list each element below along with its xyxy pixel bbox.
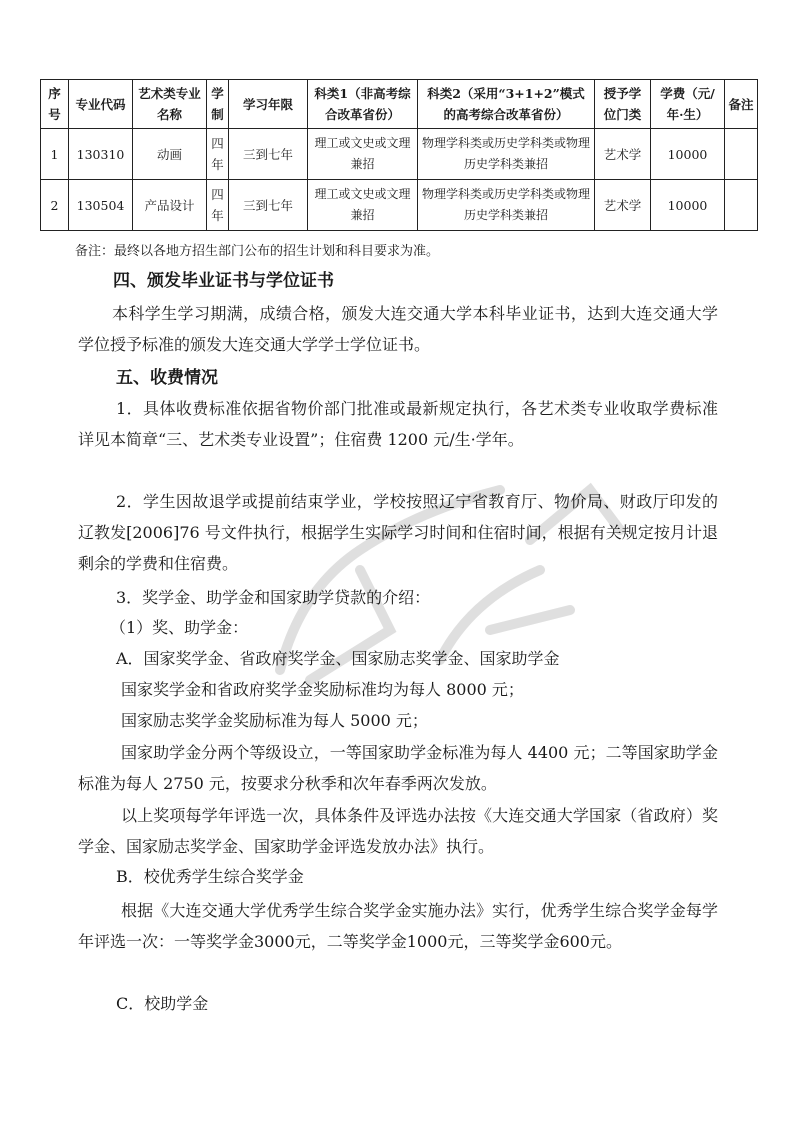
cell-study-years: 三到七年: [229, 180, 308, 231]
majors-table: [40, 79, 758, 231]
cell-category1: 理工或文史或文理兼招: [308, 180, 418, 231]
cell-category1: 理工或文史或文理兼招: [308, 129, 418, 180]
col-header-major: 艺术类专业名称: [133, 80, 207, 129]
item-c-heading: C．校助学金: [116, 994, 209, 1013]
item-b-heading: B．校优秀学生综合奖学金: [116, 867, 304, 886]
scholarship-subheading: （1）奖、助学金：: [110, 618, 249, 637]
cell-category2: 物理学科类或历史学科类或物理历史学科类兼招: [418, 180, 595, 231]
cell-index: 2: [41, 180, 69, 231]
cell-remarks: [725, 180, 758, 231]
fee-paragraph-3: 3．奖学金、助学金和国家助学贷款的介绍：: [116, 588, 431, 607]
col-header-remarks: 备注: [725, 80, 758, 129]
table-note: 备注：最终以各地方招生部门公布的招生计划和科目要求为准。: [75, 244, 440, 259]
col-header-code: 专业代码: [69, 80, 133, 129]
item-a-line-1: 国家奖学金和省政府奖学金奖励标准均为每人 8000 元；: [121, 680, 524, 699]
section5-heading: 五、收费情况: [116, 368, 218, 388]
cell-code: 130310: [69, 129, 133, 180]
cell-degree: 艺术学: [595, 129, 651, 180]
fee-paragraph-2: 2．学生因故退学或提前结束学业，学校按照辽宁省教育厅、物价局、财政厅印发的辽教发[2006]76 号文件执行，根据学生实际学习时间和住宿时间，根据有关规定按月计退剩余的学费和住宿费。: [78, 492, 718, 573]
col-header-category2: 科类2（采用“3+1+2”模式的高考综合改革省份）: [418, 80, 595, 129]
cell-code: 130504: [69, 180, 133, 231]
cell-study-years: 三到七年: [229, 129, 308, 180]
cell-tuition: 10000: [651, 129, 725, 180]
col-header-study-years: 学习年限: [229, 80, 308, 129]
cell-degree: 艺术学: [595, 180, 651, 231]
col-header-duration: 学制: [207, 80, 229, 129]
cell-major: 动画: [133, 129, 207, 180]
col-header-degree: 授予学位门类: [595, 80, 651, 129]
cell-tuition: 10000: [651, 180, 725, 231]
item-a-line-3: 国家助学金分两个等级设立，一等国家助学金标准为每人 4400 元；二等国家助学金标准为每人 2750 元，按要求分秋季和次年春季两次发放。: [78, 743, 718, 793]
cell-major: 产品设计: [133, 180, 207, 231]
table-row: [41, 180, 758, 231]
col-header-index: 序号: [41, 80, 69, 129]
table-header-row: [41, 80, 758, 129]
fee-paragraph-1: 1．具体收费标准依据省物价部门批准或最新规定执行，各艺术类专业收取学费标准详见本简章“三、艺术类专业设置”；住宿费 1200 元/生·学年。: [78, 399, 718, 449]
item-a-line-4: 以上奖项每学年评选一次，具体条件及评选办法按《大连交通大学国家（省政府）奖学金、国家励志奖学金、国家助学金评选发放办法》执行。: [78, 806, 718, 856]
table-row: [41, 129, 758, 180]
col-header-category1: 科类1（非高考综合改革省份）: [308, 80, 418, 129]
cell-duration: 四年: [207, 180, 229, 231]
section4-paragraph: 本科学生学习期满，成绩合格，颁发大连交通大学本科毕业证书，达到大连交通大学学位授予标准的颁发大连交通大学学士学位证书。: [78, 304, 718, 354]
cell-duration: 四年: [207, 129, 229, 180]
item-a-heading: A．国家奖学金、省政府奖学金、国家励志奖学金、国家助学金: [116, 649, 560, 668]
col-header-tuition: 学费（元/年·生）: [651, 80, 725, 129]
item-a-line-2: 国家励志奖学金奖励标准为每人 5000 元；: [121, 711, 428, 730]
cell-index: 1: [41, 129, 69, 180]
cell-category2: 物理学科类或历史学科类或物理历史学科类兼招: [418, 129, 595, 180]
section4-heading: 四、颁发毕业证书与学位证书: [113, 271, 334, 291]
cell-remarks: [725, 129, 758, 180]
item-b-paragraph: 根据《大连交通大学优秀学生综合奖学金实施办法》实行，优秀学生综合奖学金每学年评选一次：一等奖学金3000元，二等奖学金1000元，三等奖学金600元。: [78, 901, 718, 951]
